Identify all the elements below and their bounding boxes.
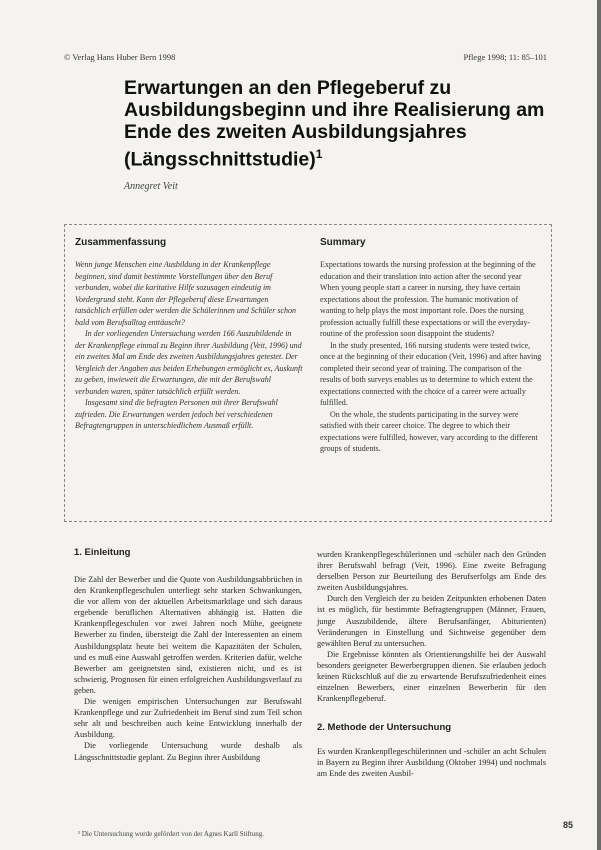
page-number: 85 — [563, 820, 574, 830]
abstract-text-de — [75, 259, 303, 432]
author-name: Annegret Veit — [124, 181, 178, 192]
abstract-en-paragraph: On the whole, the students participating in the survey were satisfied with their career choice. The degree to which their expectations were fulfilled, however, vary according to the different groups of students. — [320, 409, 538, 453]
article-title-text: Erwartungen an den Pflegeberuf zu Ausbildungsbeginn und ihre Realisierung am Ende des zweiten Ausbildungsjahres (Längsschnittstudie) — [124, 77, 545, 171]
journal-copyright: © Verlag Hans Huber Bern 1998 — [64, 52, 176, 62]
footnote: ¹ Die Untersuchung wurde gefördert von der Agnes Karll Stiftung. — [78, 830, 264, 838]
body-paragraph: wurden Krankenpflegeschülerinnen und -schüler nach den Gründen ihrer Berufswahl befragt (Veit, 1996). Eine zweite Befragung derselben Person zur Beurteilung des Berufserfolgs am Ende des zweiten Ausbildungsjahres. — [317, 550, 546, 593]
journal-citation: Pflege 1998; 11: 85–101 — [463, 52, 547, 62]
title-footnote-mark: 1 — [315, 147, 323, 161]
body-paragraph: Die wenigen empirischen Untersuchungen zur Berufswahl Krankenpflege und zur Zufriedenheit im Beruf sind zum Teil schon sehr alt und beschreiben auch keine Entwicklung innerhalb der Ausbildung. — [74, 697, 302, 740]
abstract-de-paragraph: Insgesamt sind die befragten Personen mit ihrer Berufswahl zufrieden. Die Erwartungen werden jedoch bei verschiedenen Befragtengruppen in unterschiedlichem Ausmaß erfüllt. — [75, 398, 278, 430]
abstract-en-paragraph: When young people start a career in nursing, they have certain expectations about the profession. The humanic motivation of wanting to help plays the most important role. Does the nursing profession actually fulfill these expectations or will the everyday-routine of the profession soon disappoint the students? — [320, 283, 531, 338]
abstract-de-paragraph: In der vorliegenden Untersuchung werden 166 Auszubildende in der Krankenpflege einmal zu Beginn ihrer Ausbildung (Veit, 1996) und ein zweites Mal am Ende des zweiten Ausbildungsjahres getestet. Der Vergleich der Angaben aus beiden Erhebungen ermöglicht es, Auskunft zu geben, inwieweit die Erwartungen, die mit der Berufswahl verbunden waren, später tatsächlich erfüllt werden. — [75, 329, 303, 396]
abstract-de-paragraph: Wenn junge Menschen eine Ausbildung in der Krankenpflege beginnen, sind damit bestimmte Vorstellungen über den Beruf verbunden, wobei die karitative Hilfe sozusagen eindeutig im Vordergrund steht. Kann der Pflegeberuf diese Erwartungen tatsächlich erfüllen oder werden die Schülerinnen und Schüler schon bald vom Berufsalltag enttäuscht? — [75, 260, 296, 327]
scan-edge-shadow — [597, 0, 601, 850]
body-paragraph: Es wurden Krankenpflegeschülerinnen und -schüler an acht Schulen in Bayern zu Beginn ihrer Ausbildung (Oktober 1994) und nochmals am Ende des zweiten Ausbil- — [317, 747, 546, 779]
body-column-right-methods — [317, 746, 546, 779]
abstract-heading-de: Zusammenfassung — [75, 237, 167, 248]
body-paragraph: Die Zahl der Bewerber und die Quote von Ausbildungsabbrüchen in den Krankenpflegeschulen unterliegt sehr starken Schwankungen, die vor allem von der aktuellen Arbeitsmarktlage und sich daraus ergebende beruflichen Alternativen abhängig ist. Hatten die Krankenpflegeschulen vor zwei Jahren noch Mühe, geeignete Bewerber zu finden, übersteigt die Zahl der Interessenten an einem Ausbildungsplatz heute bei weitem die Kapazitäten der Schulen, und es muß eine Auswahl getroffen werden. Kriterien dafür, welche Bewerber am geeignetsten sind, existieren nicht, und es ist schwierig, Prognosen für einen erfolgreichen Ausbildungsverlauf zu geben. — [74, 575, 302, 695]
article-title — [124, 77, 554, 171]
body-paragraph: Die vorliegende Untersuchung wurde deshalb als Längsschnittstudie geplant. Zu Beginn ihrer Ausbildung — [74, 741, 302, 762]
body-column-right — [317, 549, 546, 704]
abstract-en-paragraph: In the study presented, 166 nursing students were tested twice, once at the beginning of their education (Veit, 1996) and after having completed their second year of training. The comparison of the results of both surveys enables us to determine to which extent the expectations connected with the choice of a career were actually fulfilled. — [320, 340, 542, 407]
abstract-heading-en: Summary — [320, 237, 366, 248]
body-paragraph: Durch den Vergleich der zu beiden Zeitpunkten erhobenen Daten ist es möglich, für bestimmte Befragtengruppen (Männer, Frauen, junge Auszubildende, ältere Berufsanfänger, Abiturienten) Veränderungen in Einstellung und Sichtweise gegenüber dem gewählten Beruf zu untersuchen. — [317, 594, 546, 648]
section-heading-methode: 2. Methode der Untersuchung — [317, 722, 452, 733]
body-paragraph: Die Ergebnisse könnten als Orientierungshilfe bei der Auswahl besonders geeigneter Bewerbergruppen dienen. Sie erlauben jedoch keinen Rückschluß auf die zu erwartende Berufszufriedenheit eines einzelnen Bewerbers, einer einzelnen Bewerberin für den Krankenpflegeberuf. — [317, 649, 546, 704]
abstract-text-en — [320, 259, 542, 455]
body-column-left — [74, 574, 302, 763]
section-heading-einleitung: 1. Einleitung — [74, 547, 131, 558]
abstract-en-subtitle: Expectations towards the nursing profession at the beginning of the education and their translation into action after the second year — [320, 260, 536, 281]
